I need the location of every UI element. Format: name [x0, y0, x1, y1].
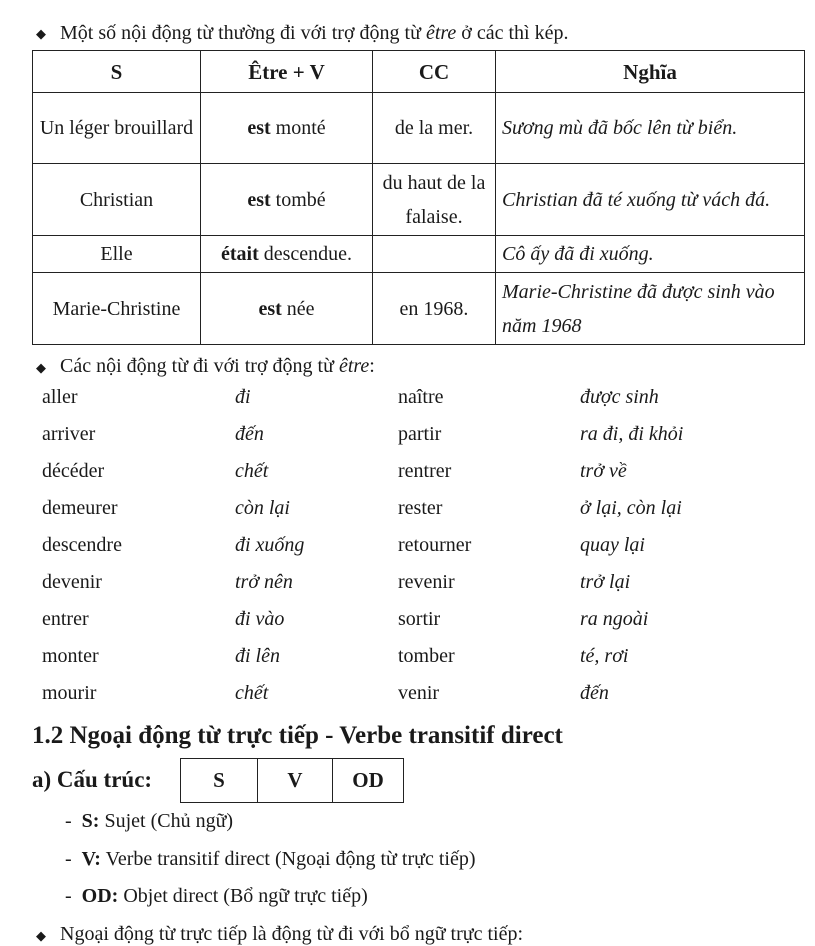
table-row [33, 164, 805, 236]
definition-od: - OD: Objet direct (Bổ ngữ trực tiếp) [65, 885, 368, 907]
verb-fr: retourner [398, 534, 472, 556]
structure-s: S [213, 768, 225, 792]
participle: née [281, 297, 315, 320]
bullet-icon: ◆ [36, 928, 46, 943]
cell-meaning: Marie-Christine đã được sinh vào năm 1968 [496, 273, 805, 345]
verb-vn: chết [235, 682, 269, 704]
cell-subject: Marie-Christine [33, 273, 201, 345]
cell-verb [201, 164, 373, 236]
cell-meaning: Sương mù đã bốc lên từ biển. [496, 93, 805, 164]
cell-subject: Un léger brouillard [33, 93, 201, 164]
aux: était [220, 243, 259, 265]
participle: monté [270, 117, 326, 139]
definition-v: - V: Verbe transitif direct (Ngoại động từ trực tiếp) [65, 848, 476, 870]
structure-box [180, 758, 404, 803]
structure-od: OD [332, 759, 403, 802]
intro-text-2: Các nội động từ đi với trợ động từ être: [60, 355, 375, 377]
verb-vn: đi [235, 386, 251, 408]
verb-vn: đi vào [235, 608, 285, 630]
verb-vn: trở lại [580, 571, 631, 593]
header-s: S [33, 51, 201, 93]
verb-fr: tomber [398, 645, 455, 667]
table-header-row [33, 51, 805, 93]
etre-examples-table [32, 50, 805, 345]
verb-fr: demeurer [42, 497, 118, 519]
verb-vn: đi xuống [235, 534, 305, 556]
table-row [33, 273, 805, 345]
definition-s: - S: Sujet (Chủ ngữ) [65, 810, 234, 832]
cell-subject: Elle [33, 236, 201, 273]
verb-vn: được sinh [580, 386, 659, 408]
table-row [33, 93, 805, 164]
verb-vn: trở nên [235, 571, 293, 593]
table-row [33, 236, 805, 273]
verb-fr: arriver [42, 423, 96, 445]
verb-fr: rentrer [398, 460, 452, 482]
closing-text: Ngoại động từ trực tiếp là động từ đi với bổ ngữ trực tiếp: [60, 923, 524, 945]
aux: est [247, 117, 271, 139]
cell-meaning: Christian đã té xuống từ vách đá. [496, 164, 805, 236]
verb-vn: đến [580, 682, 609, 704]
cell-cc: de la mer. [373, 93, 496, 164]
verb-vn: chết [235, 460, 269, 482]
verb-fr: naître [398, 386, 444, 408]
aux: est [247, 188, 271, 211]
structure-v: V [257, 759, 332, 802]
section-heading: 1.2 Ngoại động từ trực tiếp - Verbe transitif direct [32, 722, 563, 749]
header-cc: CC [373, 51, 496, 93]
verb-fr: sortir [398, 608, 441, 630]
cell-cc: du haut de la falaise. [373, 164, 496, 236]
verb-vn: trở về [580, 460, 627, 482]
header-nghia: Nghĩa [496, 51, 805, 93]
verb-fr: entrer [42, 608, 89, 630]
verb-vn: ra đi, đi khỏi [580, 423, 684, 445]
verb-vn: quay lại [580, 534, 645, 556]
bullet-icon: ◆ [36, 26, 46, 41]
verb-vn: té, rơi [580, 645, 629, 667]
verb-vn: còn lại [235, 497, 290, 519]
verb-fr: décéder [42, 460, 105, 482]
header-etre-v: Être + V [201, 51, 373, 93]
verb-vn: đi lên [235, 645, 280, 667]
intro-text-1: Một số nội động từ thường đi với trợ động từ être ở các thì kép. [60, 22, 569, 44]
participle: descendue. [258, 243, 353, 265]
verb-fr: mourir [42, 682, 97, 704]
cell-cc [373, 236, 496, 273]
verb-fr: aller [42, 386, 78, 408]
structure-label: a) Cấu trúc: [32, 767, 153, 792]
cell-verb [201, 93, 373, 164]
verb-fr: descendre [42, 534, 122, 556]
participle: tombé [270, 188, 326, 211]
verb-fr: venir [398, 682, 440, 704]
verb-vn: đến [235, 423, 264, 445]
cell-subject: Christian [33, 164, 201, 236]
cell-verb [201, 236, 373, 273]
verb-fr: monter [42, 645, 99, 667]
verb-vn: ra ngoài [580, 608, 649, 630]
cell-cc: en 1968. [373, 273, 496, 345]
verb-fr: revenir [398, 571, 455, 593]
verb-fr: devenir [42, 571, 102, 593]
verb-vn: ở lại, còn lại [580, 497, 682, 519]
cell-verb [201, 273, 373, 345]
verb-fr: partir [398, 423, 442, 445]
cell-meaning: Cô ấy đã đi xuống. [496, 236, 805, 273]
aux: est [258, 297, 282, 320]
verb-fr: rester [398, 497, 443, 519]
bullet-icon: ◆ [36, 360, 46, 375]
